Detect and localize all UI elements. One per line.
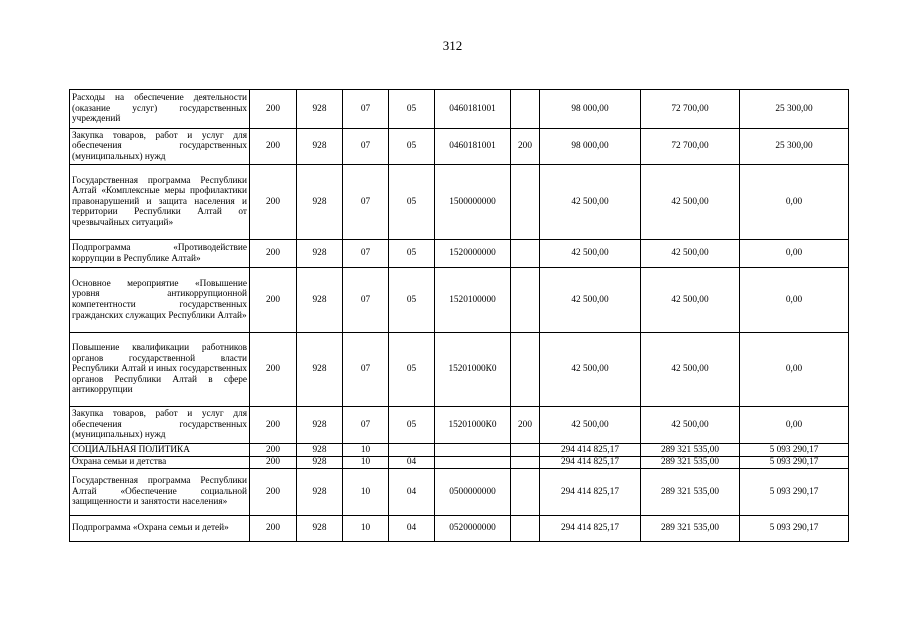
page-number: 312 bbox=[442, 38, 463, 53]
cell-grbs: 928 bbox=[297, 469, 343, 516]
table-row bbox=[70, 516, 849, 542]
row-name: Закупка товаров, работ и услуг для обеспечения государственных (муниципальных) нужд bbox=[70, 129, 250, 165]
cell-amount-3: 0,00 bbox=[740, 407, 849, 444]
table-row bbox=[70, 268, 849, 333]
cell-admin: 200 bbox=[250, 90, 297, 129]
cell-target-article: 0460181001 bbox=[435, 90, 511, 129]
row-name: Повышение квалификации работников органов государственной власти Республики Алтай и иных государственных органов Республики Алтай в сфере антикоррупции bbox=[70, 333, 250, 407]
cell-subsection: 05 bbox=[389, 165, 435, 240]
cell-expense-type bbox=[511, 165, 540, 240]
row-name: СОЦИАЛЬНАЯ ПОЛИТИКА bbox=[70, 444, 250, 457]
cell-grbs: 928 bbox=[297, 240, 343, 268]
cell-expense-type bbox=[511, 469, 540, 516]
cell-admin: 200 bbox=[250, 268, 297, 333]
row-name: Основное мероприятие «Повышение уровня антикоррупционной компетентности государственных гражданских служащих Республики Алтай» bbox=[70, 268, 250, 333]
cell-grbs: 928 bbox=[297, 268, 343, 333]
cell-amount-1: 42 500,00 bbox=[540, 407, 641, 444]
cell-amount-2: 289 321 535,00 bbox=[641, 444, 740, 457]
cell-subsection: 05 bbox=[389, 407, 435, 444]
cell-amount-3: 0,00 bbox=[740, 240, 849, 268]
cell-section: 10 bbox=[343, 457, 389, 469]
cell-grbs: 928 bbox=[297, 516, 343, 542]
cell-amount-1: 294 414 825,17 bbox=[540, 469, 641, 516]
cell-section: 10 bbox=[343, 444, 389, 457]
cell-expense-type bbox=[511, 333, 540, 407]
cell-amount-2: 289 321 535,00 bbox=[641, 457, 740, 469]
cell-expense-type: 200 bbox=[511, 407, 540, 444]
cell-admin: 200 bbox=[250, 469, 297, 516]
cell-admin: 200 bbox=[250, 444, 297, 457]
row-name: Государственная программа Республики Алтай «Обеспечение социальной защищенности и занятости населения» bbox=[70, 469, 250, 516]
cell-expense-type bbox=[511, 444, 540, 457]
cell-subsection: 05 bbox=[389, 268, 435, 333]
cell-section: 07 bbox=[343, 333, 389, 407]
cell-amount-2: 42 500,00 bbox=[641, 268, 740, 333]
cell-amount-2: 289 321 535,00 bbox=[641, 516, 740, 542]
cell-amount-3: 0,00 bbox=[740, 333, 849, 407]
table-row bbox=[70, 90, 849, 129]
cell-amount-3: 5 093 290,17 bbox=[740, 457, 849, 469]
cell-target-article bbox=[435, 444, 511, 457]
cell-target-article: 1500000000 bbox=[435, 165, 511, 240]
cell-grbs: 928 bbox=[297, 457, 343, 469]
cell-amount-1: 294 414 825,17 bbox=[540, 444, 641, 457]
cell-subsection: 05 bbox=[389, 129, 435, 165]
cell-subsection: 05 bbox=[389, 90, 435, 129]
cell-amount-1: 98 000,00 bbox=[540, 129, 641, 165]
cell-amount-1: 294 414 825,17 bbox=[540, 516, 641, 542]
cell-target-article: 0460181001 bbox=[435, 129, 511, 165]
cell-amount-1: 294 414 825,17 bbox=[540, 457, 641, 469]
cell-subsection bbox=[389, 444, 435, 457]
table-row bbox=[70, 129, 849, 165]
table-row bbox=[70, 469, 849, 516]
cell-expense-type bbox=[511, 268, 540, 333]
cell-admin: 200 bbox=[250, 165, 297, 240]
cell-amount-2: 72 700,00 bbox=[641, 90, 740, 129]
cell-grbs: 928 bbox=[297, 333, 343, 407]
cell-amount-3: 0,00 bbox=[740, 165, 849, 240]
row-name: Подпрограмма «Противодействие коррупции в Республике Алтай» bbox=[70, 240, 250, 268]
cell-expense-type bbox=[511, 240, 540, 268]
cell-subsection: 05 bbox=[389, 333, 435, 407]
row-name: Подпрограмма «Охрана семьи и детей» bbox=[70, 516, 250, 542]
cell-target-article: 0500000000 bbox=[435, 469, 511, 516]
cell-amount-3: 5 093 290,17 bbox=[740, 469, 849, 516]
cell-admin: 200 bbox=[250, 407, 297, 444]
cell-grbs: 928 bbox=[297, 407, 343, 444]
row-name: Закупка товаров, работ и услуг для обеспечения государственных (муниципальных) нужд bbox=[70, 407, 250, 444]
cell-grbs: 928 bbox=[297, 165, 343, 240]
cell-admin: 200 bbox=[250, 333, 297, 407]
cell-expense-type bbox=[511, 90, 540, 129]
table-row bbox=[70, 165, 849, 240]
cell-section: 10 bbox=[343, 516, 389, 542]
cell-subsection: 04 bbox=[389, 516, 435, 542]
cell-subsection: 05 bbox=[389, 240, 435, 268]
cell-section: 07 bbox=[343, 268, 389, 333]
cell-target-article bbox=[435, 457, 511, 469]
cell-section: 07 bbox=[343, 240, 389, 268]
cell-expense-type: 200 bbox=[511, 129, 540, 165]
cell-amount-1: 98 000,00 bbox=[540, 90, 641, 129]
cell-amount-3: 5 093 290,17 bbox=[740, 516, 849, 542]
cell-target-article: 1520000000 bbox=[435, 240, 511, 268]
table-row bbox=[70, 240, 849, 268]
cell-target-article: 1520100000 bbox=[435, 268, 511, 333]
cell-amount-3: 5 093 290,17 bbox=[740, 444, 849, 457]
cell-section: 07 bbox=[343, 165, 389, 240]
table-row bbox=[70, 444, 849, 457]
cell-amount-2: 289 321 535,00 bbox=[641, 469, 740, 516]
cell-section: 10 bbox=[343, 469, 389, 516]
cell-target-article: 15201000К0 bbox=[435, 407, 511, 444]
cell-amount-1: 42 500,00 bbox=[540, 333, 641, 407]
cell-subsection: 04 bbox=[389, 469, 435, 516]
cell-amount-2: 72 700,00 bbox=[641, 129, 740, 165]
cell-amount-3: 25 300,00 bbox=[740, 129, 849, 165]
cell-admin: 200 bbox=[250, 457, 297, 469]
cell-subsection: 04 bbox=[389, 457, 435, 469]
cell-section: 07 bbox=[343, 129, 389, 165]
row-name: Расходы на обеспечение деятельности (оказание услуг) государственных учреждений bbox=[70, 90, 250, 129]
cell-amount-2: 42 500,00 bbox=[641, 333, 740, 407]
cell-amount-1: 42 500,00 bbox=[540, 240, 641, 268]
cell-amount-3: 25 300,00 bbox=[740, 90, 849, 129]
cell-amount-1: 42 500,00 bbox=[540, 165, 641, 240]
cell-amount-2: 42 500,00 bbox=[641, 407, 740, 444]
cell-section: 07 bbox=[343, 407, 389, 444]
cell-section: 07 bbox=[343, 90, 389, 129]
cell-admin: 200 bbox=[250, 516, 297, 542]
cell-target-article: 0520000000 bbox=[435, 516, 511, 542]
cell-amount-2: 42 500,00 bbox=[641, 240, 740, 268]
cell-grbs: 928 bbox=[297, 129, 343, 165]
table-row bbox=[70, 457, 849, 469]
row-name: Охрана семьи и детства bbox=[70, 457, 250, 469]
cell-expense-type bbox=[511, 516, 540, 542]
cell-amount-2: 42 500,00 bbox=[641, 165, 740, 240]
cell-admin: 200 bbox=[250, 240, 297, 268]
cell-expense-type bbox=[511, 457, 540, 469]
table-row bbox=[70, 407, 849, 444]
cell-target-article: 15201000К0 bbox=[435, 333, 511, 407]
budget-table bbox=[69, 89, 849, 542]
cell-amount-1: 42 500,00 bbox=[540, 268, 641, 333]
cell-grbs: 928 bbox=[297, 90, 343, 129]
cell-grbs: 928 bbox=[297, 444, 343, 457]
cell-admin: 200 bbox=[250, 129, 297, 165]
row-name: Государственная программа Республики Алтай «Комплексные меры профилактики правонарушений и защита населения и территории Республики Алтай от чрезвычайных ситуаций» bbox=[70, 165, 250, 240]
cell-amount-3: 0,00 bbox=[740, 268, 849, 333]
table-row bbox=[70, 333, 849, 407]
